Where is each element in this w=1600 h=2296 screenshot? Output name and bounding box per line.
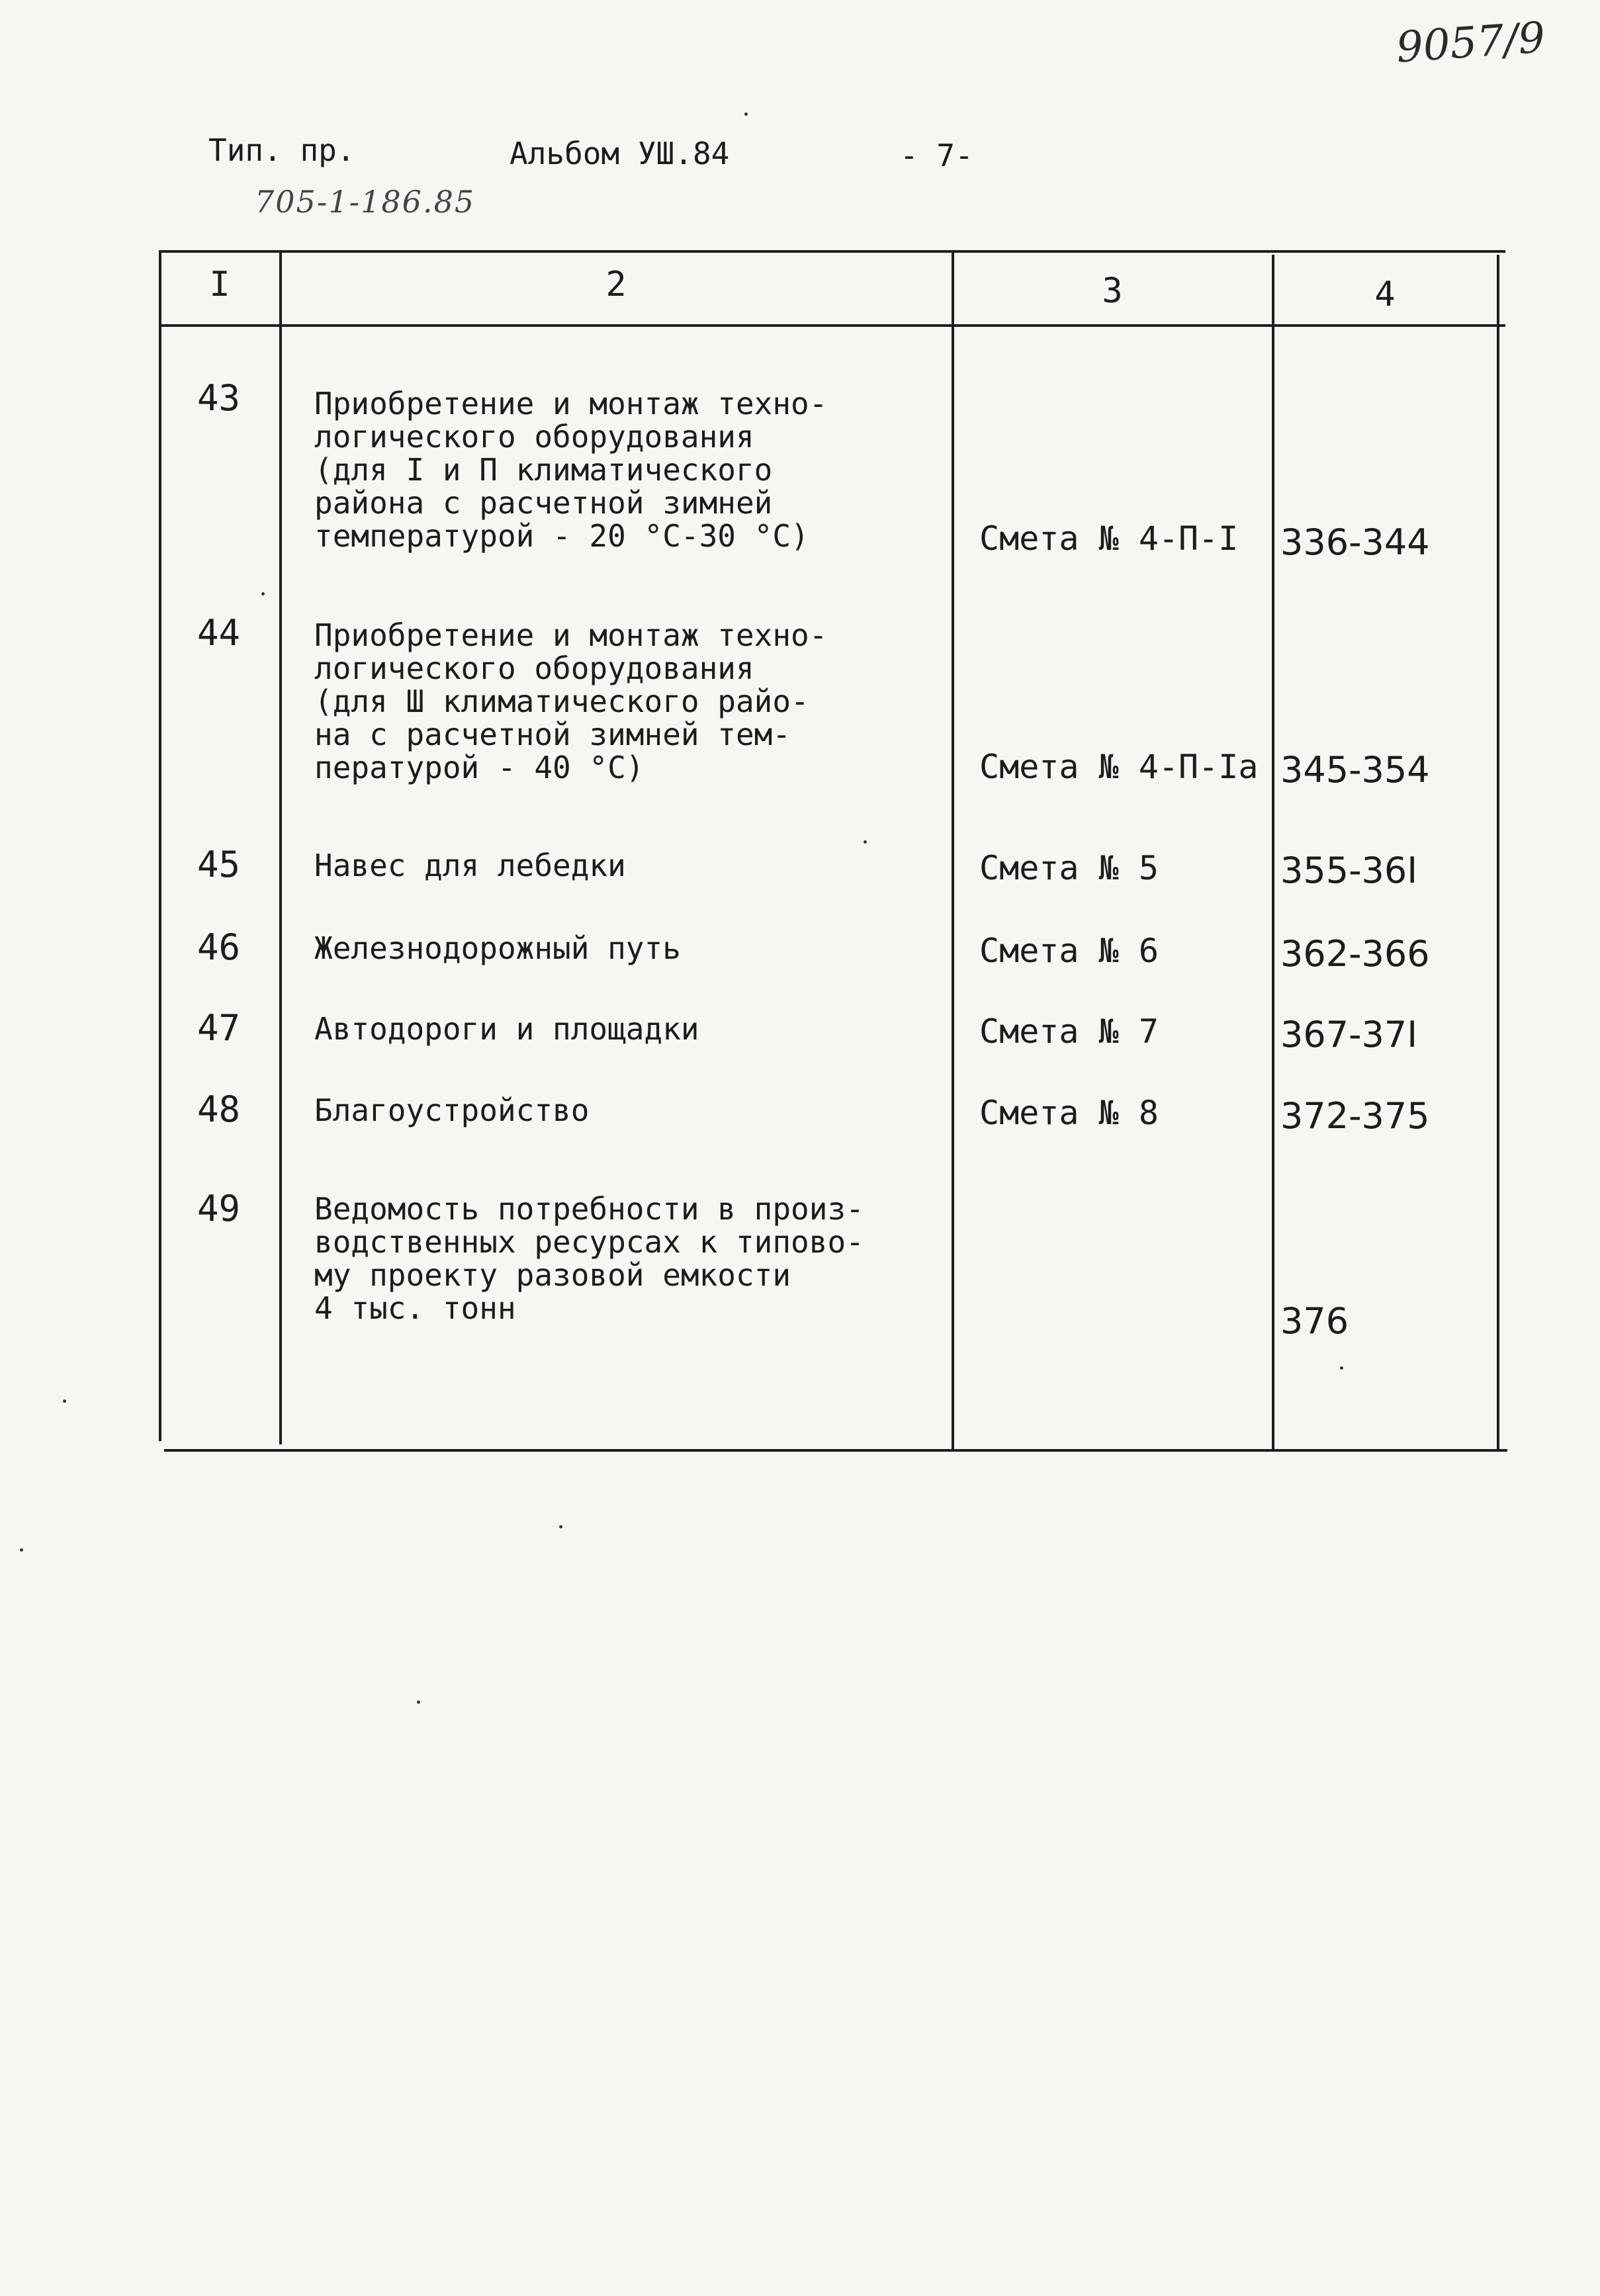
column-border-2-3	[952, 253, 954, 1450]
row-pages: 372-375	[1280, 1095, 1430, 1137]
project-code: 705-1-186.85	[255, 184, 476, 220]
row-number: 47	[197, 1007, 241, 1049]
column-border-right	[1497, 255, 1499, 1451]
row-pages: 336-344	[1280, 521, 1430, 563]
column-header-4: 4	[1374, 275, 1396, 314]
scan-speck	[744, 112, 748, 116]
row-description: Автодороги и площадки	[314, 1011, 699, 1047]
row-pages: 355-36I	[1280, 850, 1418, 891]
row-number: 46	[197, 926, 241, 968]
row-description: Железнодорожный путь	[314, 930, 681, 966]
row-pages: 345-354	[1280, 749, 1430, 791]
row-number: 45	[197, 844, 241, 885]
row-number: 49	[197, 1188, 241, 1229]
row-estimate-ref: Смета № 7	[979, 1012, 1159, 1051]
header-divider	[159, 324, 1505, 327]
row-number: 43	[197, 377, 241, 419]
column-border-1-2	[279, 250, 282, 1444]
column-header-1: I	[209, 265, 230, 304]
row-pages: 376	[1280, 1300, 1349, 1342]
scan-speck	[261, 592, 265, 596]
page-number: - 7-	[900, 138, 973, 173]
row-pages: 362-366	[1280, 933, 1430, 975]
row-estimate-ref: Смета № 4-П-I	[979, 519, 1239, 558]
row-pages: 367-37I	[1280, 1014, 1418, 1055]
column-border-left	[159, 250, 161, 1441]
scan-speck	[63, 1399, 66, 1403]
type-project-label: Тип. пр.	[208, 132, 355, 168]
table-bottom-border	[164, 1449, 1507, 1452]
row-description: Ведомость потребности в произ- водственных ресурсах к типово- му проекту разовой емкости 4 тыс. тонн	[314, 1191, 864, 1326]
row-description: Приобретение и монтаж техно- логического оборудования (для I и П климатического района с расчетной зимней температурой - 20 °С-30 °С)	[314, 386, 828, 554]
row-estimate-ref: Смета № 5	[979, 849, 1159, 887]
row-estimate-ref: Смета № 4-П-Iа	[979, 748, 1259, 786]
row-estimate-ref: Смета № 8	[979, 1094, 1159, 1132]
scan-speck	[559, 1525, 562, 1528]
row-estimate-ref: Смета № 6	[979, 932, 1159, 970]
row-number: 44	[197, 612, 241, 654]
row-description: Приобретение и монтаж техно- логического оборудования (для Ш климатического райо- на с расчетной зимней тем- пературой - 40 °С)	[314, 617, 828, 785]
album-label: Альбом УШ.84	[510, 136, 730, 171]
scan-speck	[864, 840, 867, 844]
archive-number: 9057/9	[1394, 13, 1547, 73]
row-number: 48	[197, 1088, 241, 1130]
row-description: Благоустройство	[314, 1092, 590, 1128]
table-top-border	[159, 250, 1505, 253]
row-description: Навес для лебедки	[314, 848, 626, 883]
column-header-2: 2	[605, 265, 627, 304]
scan-speck	[20, 1548, 23, 1552]
column-header-3: 3	[1102, 271, 1123, 311]
scan-speck	[417, 1700, 420, 1704]
scan-speck	[1340, 1366, 1343, 1370]
